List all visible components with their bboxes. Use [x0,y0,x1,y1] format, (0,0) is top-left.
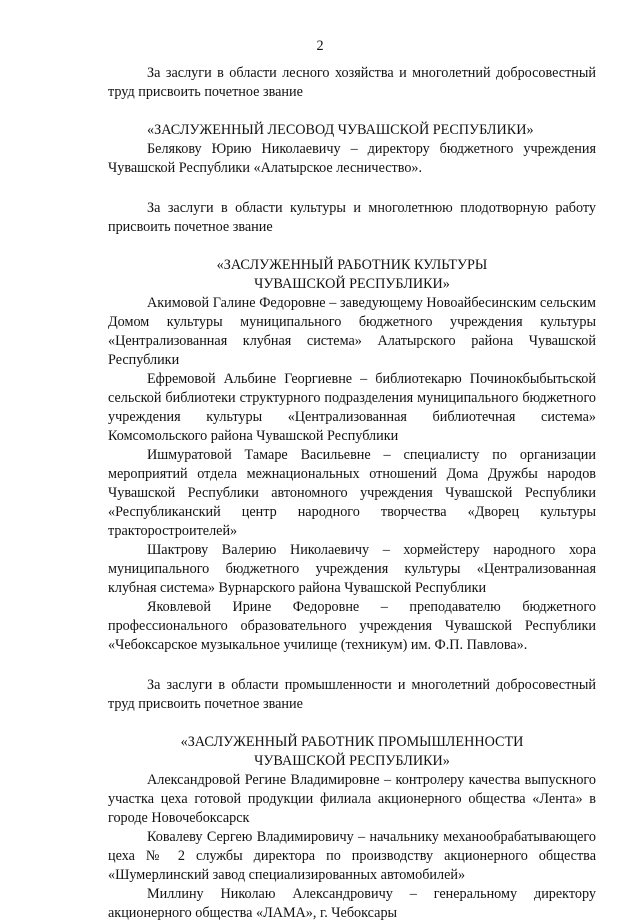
section-forestry [108,64,596,178]
section-intro: За заслуги в области промышленности и многолетний добросовестный труд присвоить почетное звание [108,677,596,712]
award-title-line-1: «ЗАСЛУЖЕННЫЙ РАБОТНИК ПРОМЫШЛЕННОСТИ [180,734,524,750]
award-entry: Шактрову Валерию Николаевичу – хормейстеру народного хора муниципального бюджетного учреждения культуры «Централизованная клубная система» Вурнарского района Чувашской Республики [108,542,596,596]
page-number: 2 [316,38,324,54]
award-entry: Миллину Николаю Александровичу – генеральному директору акционерного общества «ЛАМА», г. Чебоксары [108,886,596,921]
award-title-line-2: ЧУВАШСКОЙ РЕСПУБЛИКИ» [254,276,450,292]
section-intro: За заслуги в области культуры и многолетнюю плодотворную работу присвоить почетное звание [108,200,596,235]
award-entry: Акимовой Галине Федоровне – заведующему Новоайбесинским сельским Домом культуры муниципального бюджетного учреждения культуры «Централизованная клубная система» Алатырского района Чувашской Республики [108,295,596,368]
award-entry: Яковлевой Ирине Федоровне – преподавателю бюджетного профессионального образовательного учреждения Чувашской Республики «Чебоксарское музыкальное училище (техникум) им. Ф.П. Павлова». [108,599,596,653]
award-title-line-1: «ЗАСЛУЖЕННЫЙ РАБОТНИК КУЛЬТУРЫ [216,257,488,273]
award-entry: Александровой Регине Владимировне – контролеру качества выпускного участка цеха готовой продукции филиала акционерного общества «Лента» в городе Новочебоксарск [108,772,596,826]
award-title: «ЗАСЛУЖЕННЫЙ ЛЕСОВОД ЧУВАШСКОЙ РЕСПУБЛИКИ» [147,122,534,138]
award-entry: Ишмуратовой Тамаре Васильевне – специалисту по организации мероприятий отдела межнациональных отношений Дома Дружбы народов Чувашской Республики автономного учреждения Чувашской Республики «Республиканский центр народного творчества «Дворец культуры тракторостроителей» [108,447,596,539]
award-entry: Ефремовой Альбине Георгиевне – библиотекарю Починокбыбытьской сельской библиотеки структурного подразделения муниципального бюджетного учреждения культуры «Централизованная библиотечная система» Комсомольского района Чувашской Республики [108,371,596,444]
award-entry: Белякову Юрию Николаевичу – директору бюджетного учреждения Чувашской Республики «Алатырское лесничество». [108,141,596,176]
section-intro: За заслуги в области лесного хозяйства и многолетний добросовестный труд присвоить почетное звание [108,65,596,100]
award-title-line-2: ЧУВАШСКОЙ РЕСПУБЛИКИ» [254,753,450,769]
document-body [108,64,596,923]
award-entry: Ковалеву Сергею Владимировичу – начальнику механообрабатывающего цеха № 2 службы директора по производству акционерного общества «Шумерлинский завод специализированных автомобилей» [108,829,596,883]
section-industry [108,676,596,923]
section-culture [108,199,596,655]
